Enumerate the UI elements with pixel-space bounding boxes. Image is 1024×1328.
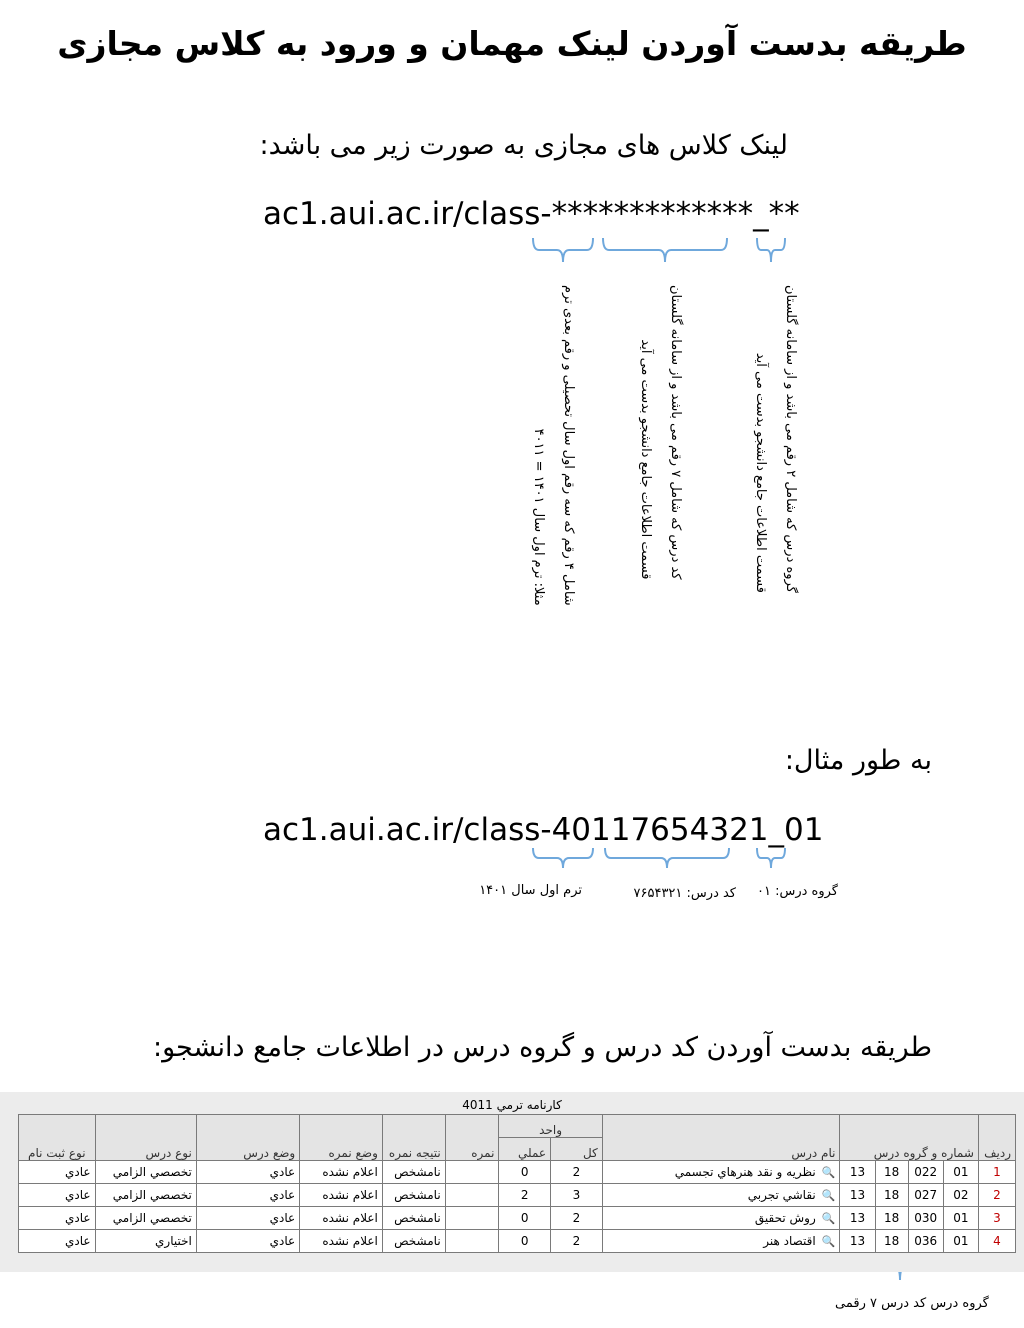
search-icon[interactable]: 🔍 bbox=[821, 1166, 836, 1179]
grade-result-cell: نامشخص bbox=[382, 1207, 445, 1230]
code-cell: 18 bbox=[875, 1184, 908, 1207]
grade-cell bbox=[445, 1161, 499, 1184]
code-cell: 13 bbox=[840, 1207, 875, 1230]
code-cell: 036 bbox=[908, 1230, 943, 1253]
grade-result-cell: نامشخص bbox=[382, 1184, 445, 1207]
annotation-course-code bbox=[630, 285, 690, 580]
grade-cell bbox=[445, 1207, 499, 1230]
example-course-label: کد درس: ۷۶۵۴۳۲۱ bbox=[633, 886, 736, 901]
reg-type-cell: عادي bbox=[19, 1161, 96, 1184]
code-cell: 18 bbox=[875, 1161, 908, 1184]
table-row bbox=[19, 1207, 1016, 1230]
course-status-cell: عادي bbox=[196, 1161, 299, 1184]
code-cell: 027 bbox=[908, 1184, 943, 1207]
header-grade: نمره bbox=[445, 1115, 499, 1161]
annotation-year-term bbox=[523, 285, 583, 606]
annotation-line: گروه درس که شامل ۲ رقم می باشد و از سامانه گلستان bbox=[783, 285, 798, 593]
annotation-line: شامل ۴ رقم که سه رقم اول سال تحصیلی و رقم بعدی ترم bbox=[561, 285, 576, 606]
example-heading: به طور مثال: bbox=[784, 745, 932, 776]
header-row: رديف bbox=[978, 1115, 1015, 1161]
reg-type-cell: عادي bbox=[19, 1184, 96, 1207]
transcript-caption: کارنامه ترمي 4011 bbox=[462, 1098, 562, 1112]
units-practical-cell: 2 bbox=[499, 1184, 551, 1207]
header-units: واحد bbox=[499, 1115, 602, 1138]
annotation-line: قسمت اطلاعات جامع دانشجو بدست می آید bbox=[638, 339, 653, 580]
intro-text: لینک کلاس های مجازی به صورت زیر می باشد: bbox=[259, 130, 788, 161]
course-name: روش تحقيق bbox=[754, 1211, 816, 1225]
code-cell: 13 bbox=[840, 1184, 875, 1207]
example-term-label: ترم اول سال ۱۴۰۱ bbox=[479, 883, 582, 898]
group-cell: 02 bbox=[943, 1184, 978, 1207]
link-pattern: ac1.aui.ac.ir/class-*************_** bbox=[263, 196, 800, 232]
table-heading: طریقه بدست آوردن کد درس و گروه درس در اطلاعات جامع دانشجو: bbox=[152, 1032, 932, 1063]
row-number: 1 bbox=[978, 1161, 1015, 1184]
table-row bbox=[19, 1230, 1016, 1253]
course-type-cell: تخصصي الزامي bbox=[95, 1161, 196, 1184]
header-units-practical: عملي bbox=[499, 1138, 551, 1161]
header-units-total: کل bbox=[551, 1138, 603, 1161]
annotation-line: کد درس که شامل ۷ رقم می باشد و از سامانه گلستان bbox=[668, 285, 683, 580]
annotation-group bbox=[745, 285, 805, 593]
course-status-cell: عادي bbox=[196, 1184, 299, 1207]
course-name: نظريه و نقد هنرهاي تجسمي bbox=[674, 1165, 816, 1179]
units-practical-cell: 0 bbox=[499, 1230, 551, 1253]
course-type-cell: اختياري bbox=[95, 1230, 196, 1253]
units-total-cell: 3 bbox=[551, 1184, 603, 1207]
grade-result-cell: نامشخص bbox=[382, 1161, 445, 1184]
annotation-line: مثلا: ترم اول سال ۱۴۰۱ = ۴۰۱۱ bbox=[531, 428, 546, 606]
header-name: نام درس bbox=[602, 1115, 840, 1161]
search-icon[interactable]: 🔍 bbox=[821, 1212, 836, 1225]
course-name: اقتصاد هنر bbox=[763, 1234, 816, 1248]
code-cell: 13 bbox=[840, 1161, 875, 1184]
search-icon[interactable]: 🔍 bbox=[821, 1235, 836, 1248]
code-cell: 18 bbox=[875, 1230, 908, 1253]
reg-type-cell: عادي bbox=[19, 1230, 96, 1253]
header-grade-status: وضع نمره bbox=[300, 1115, 383, 1161]
code-cell: 030 bbox=[908, 1207, 943, 1230]
course-status-cell: عادي bbox=[196, 1230, 299, 1253]
grade-status-cell: اعلام نشده bbox=[300, 1184, 383, 1207]
header-reg-type: نوع ثبت نام bbox=[19, 1115, 96, 1161]
annotation-line: قسمت اطلاعات جامع دانشجو بدست می آید bbox=[753, 352, 768, 593]
units-total-cell: 2 bbox=[551, 1207, 603, 1230]
course-name-cell[interactable] bbox=[602, 1207, 840, 1230]
units-practical-cell: 0 bbox=[499, 1207, 551, 1230]
reg-type-cell: عادي bbox=[19, 1207, 96, 1230]
course-type-cell: تخصصي الزامي bbox=[95, 1207, 196, 1230]
grade-result-cell: نامشخص bbox=[382, 1230, 445, 1253]
page-title: طریقه بدست آوردن لینک مهمان و ورود به کلاس مجازی bbox=[57, 24, 967, 63]
header-code-group: شماره و گروه درس bbox=[840, 1115, 978, 1161]
code-cell: 13 bbox=[840, 1230, 875, 1253]
grade-status-cell: اعلام نشده bbox=[300, 1230, 383, 1253]
code-cell: 022 bbox=[908, 1161, 943, 1184]
course-type-cell: تخصصي الزامي bbox=[95, 1184, 196, 1207]
row-number: 4 bbox=[978, 1230, 1015, 1253]
course-status-cell: عادي bbox=[196, 1207, 299, 1230]
search-icon[interactable]: 🔍 bbox=[821, 1189, 836, 1202]
course-name-cell[interactable] bbox=[602, 1184, 840, 1207]
course-name: نقاشي تجربي bbox=[747, 1188, 816, 1202]
table-row bbox=[19, 1161, 1016, 1184]
table-row bbox=[19, 1184, 1016, 1207]
course-name-cell[interactable] bbox=[602, 1230, 840, 1253]
grade-status-cell: اعلام نشده bbox=[300, 1207, 383, 1230]
grade-status-cell: اعلام نشده bbox=[300, 1161, 383, 1184]
code-cell: 18 bbox=[875, 1207, 908, 1230]
units-practical-cell: 0 bbox=[499, 1161, 551, 1184]
header-grade-result: نتيجه نمره bbox=[382, 1115, 445, 1161]
group-cell: 01 bbox=[943, 1207, 978, 1230]
course-name-cell[interactable] bbox=[602, 1161, 840, 1184]
example-group-label: گروه درس: ۰۱ bbox=[757, 884, 838, 899]
grade-cell bbox=[445, 1230, 499, 1253]
group-cell: 01 bbox=[943, 1230, 978, 1253]
units-total-cell: 2 bbox=[551, 1230, 603, 1253]
units-total-cell: 2 bbox=[551, 1161, 603, 1184]
row-number: 3 bbox=[978, 1207, 1015, 1230]
row-number: 2 bbox=[978, 1184, 1015, 1207]
grade-cell bbox=[445, 1184, 499, 1207]
header-course-type: نوع درس bbox=[95, 1115, 196, 1161]
bottom-caption: گروه درس کد درس ۷ رقمی bbox=[835, 1296, 989, 1311]
example-link: ac1.aui.ac.ir/class-40117654321_01 bbox=[263, 812, 824, 848]
group-cell: 01 bbox=[943, 1161, 978, 1184]
transcript-table bbox=[18, 1114, 1016, 1253]
header-course-status: وضع درس bbox=[196, 1115, 299, 1161]
